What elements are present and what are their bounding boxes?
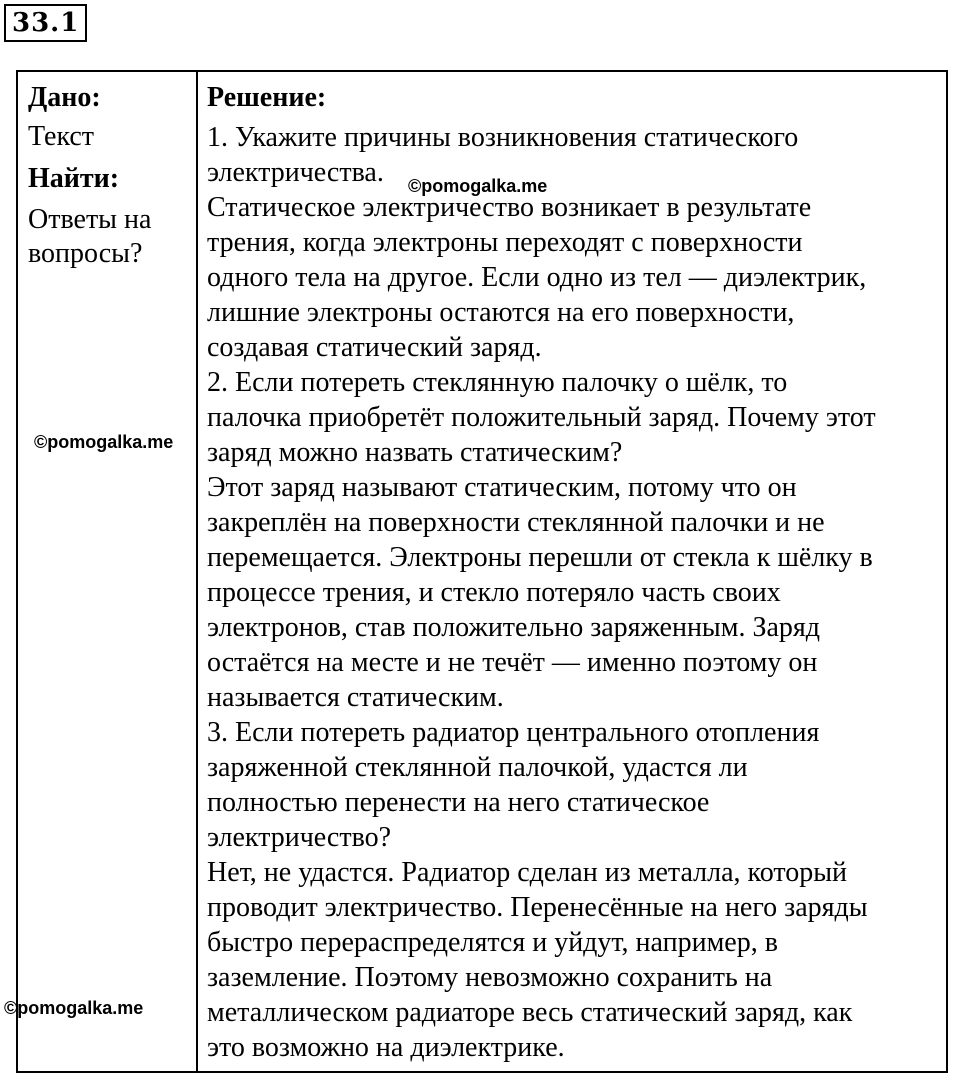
question-1: 1. Укажите причины возникновения статического электричества. [207,122,799,188]
answer-3: Нет, не удастся. Радиатор сделан из металла, который проводит электричество. Перенесённые на него заряды быстро перераспределятся и уйдут, например, в заземление. Поэтому невозможно сохранить на металлическом радиаторе весь статический заряд, как это возможно на диэлектрике. [207,857,868,1063]
column-divider [196,72,198,1071]
given-column [28,78,192,271]
solution-column [207,78,943,1065]
watermark: ©pomogalka.me [34,432,174,452]
watermark: ©pomogalka.me [408,176,548,196]
question-2: 2. Если потереть стеклянную палочку о шёлк, то палочка приобретёт положительный заряд. Почему этот заряд можно назвать статическим? [207,367,876,468]
answer-1: Статическое электричество возникает в результате трения, когда электроны переходят с поверхности одного тела на другое. Если одно из тел — диэлектрик, лишние электроны остаются на его поверхности, создавая статический заряд. [207,192,867,363]
given-label: Дано: [28,82,101,113]
problem-number: 33.1 [4,4,87,42]
solution-table [16,70,948,1073]
solution-label: Решение: [207,82,327,113]
find-value: Ответы на вопросы? [28,204,152,269]
question-3: 3. Если потереть радиатор центрального отопления заряженной стеклянной палочкой, удастся ли полностью перенести на него статическое электричество? [207,717,820,853]
given-value: Текст [28,121,95,152]
find-label: Найти: [28,163,120,194]
watermark: ©pomogalka.me [4,998,144,1018]
answer-2: Этот заряд называют статическим, потому что он закреплён на поверхности стеклянной палочки и не перемещается. Электроны перешли от стекла к шёлку в процессе трения, и стекло потеряло часть своих электронов, став положительно заряженным. Заряд остаётся на месте и не течёт — именно поэтому он называется статическим. [207,472,873,713]
